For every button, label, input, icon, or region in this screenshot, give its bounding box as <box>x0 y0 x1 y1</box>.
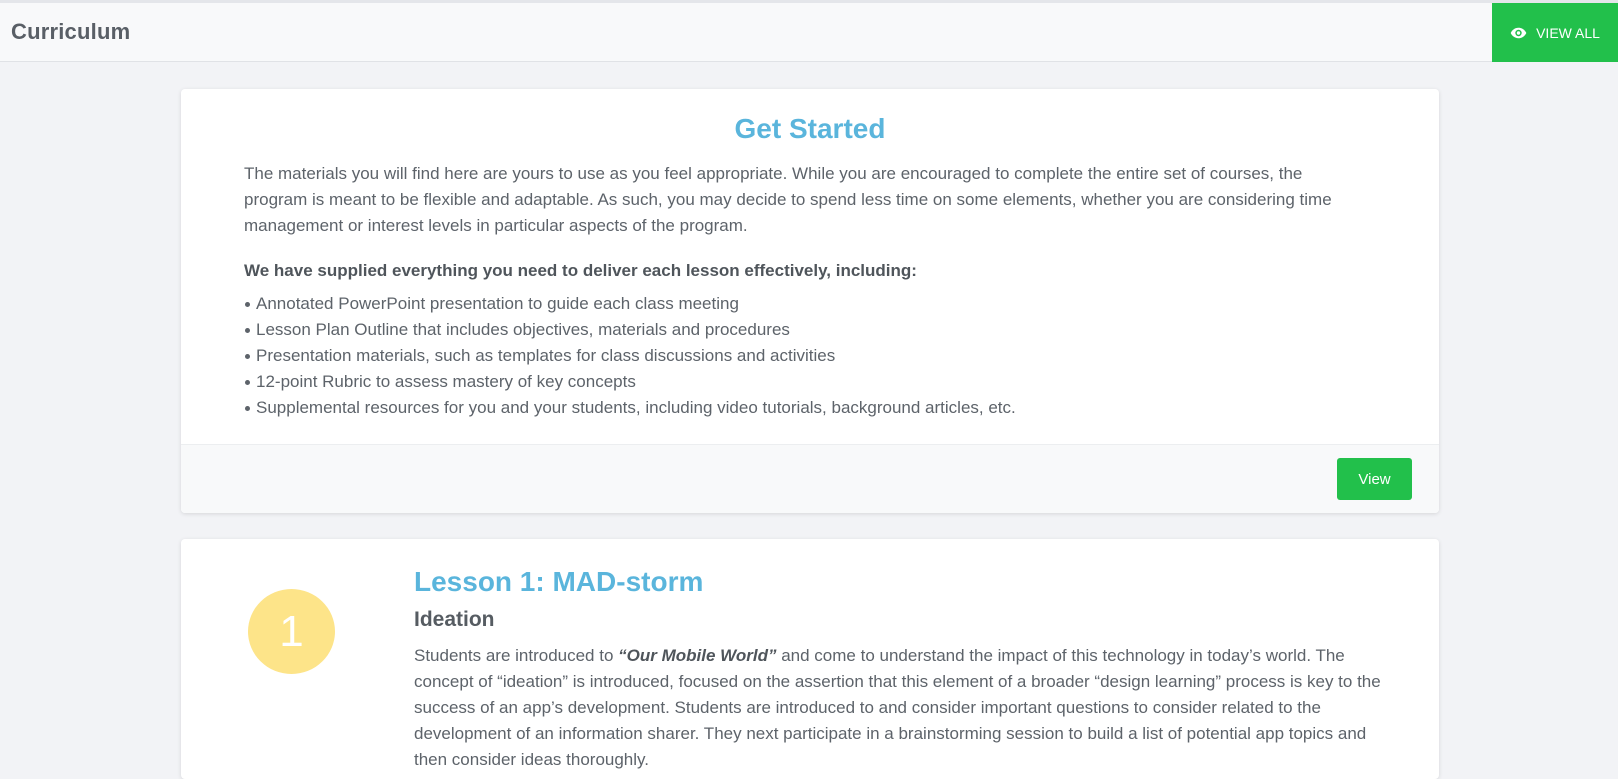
list-item: Annotated PowerPoint presentation to guide each class meeting <box>256 291 1364 317</box>
view-button[interactable]: View <box>1337 458 1412 500</box>
view-all-label: VIEW ALL <box>1536 24 1600 41</box>
eye-icon <box>1510 27 1527 39</box>
lesson-title[interactable]: Lesson 1: MAD-storm <box>414 566 704 597</box>
get-started-title: Get Started <box>734 113 886 144</box>
get-started-footer <box>181 444 1439 513</box>
page-header <box>0 3 1618 62</box>
page-title: Curriculum <box>11 19 131 44</box>
lesson-text-emphasis: “Our Mobile World” <box>618 646 777 665</box>
get-started-intro: The materials you will find here are yours to use as you feel appropriate. While you are encouraged to complete the entire set of courses, the program is meant to be flexible and adaptable. As such, you may decide to spend less time on some elements, whether you are considering time management or interest levels in particular aspects of the program. <box>244 164 1332 235</box>
lesson-text-start: Students are introduced to <box>414 646 619 665</box>
list-item: Supplemental resources for you and your students, including video tutorials, background articles, etc. <box>256 395 1364 421</box>
lesson-1-card <box>181 539 1439 779</box>
lesson-number-badge: 1 <box>248 589 335 674</box>
get-started-body <box>244 161 1364 421</box>
lesson-description <box>414 643 1389 773</box>
lesson-subtitle: Ideation <box>414 608 495 631</box>
list-item: 12-point Rubric to assess mastery of key concepts <box>256 369 1364 395</box>
lesson-1-content <box>414 562 1389 773</box>
lesson-text-rest: and come to understand the impact of this technology in today’s world. The concept of “ideation” is introduced, focused on the assertion that this element of a broader “design learning” process is key to the success of an app’s development. Students are introduced to and consider important questions to consider related to the development of an information sharer. They next participate in a brainstorming session to build a list of potential app topics and then consider ideas thoroughly. <box>414 646 1381 769</box>
get-started-lead: We have supplied everything you need to deliver each lesson effectively, including: <box>244 261 917 280</box>
list-item: Lesson Plan Outline that includes objectives, materials and procedures <box>256 317 1364 343</box>
view-all-button[interactable] <box>1492 3 1618 62</box>
materials-list <box>244 291 1364 421</box>
list-item: Presentation materials, such as templates for class discussions and activities <box>256 343 1364 369</box>
get-started-card <box>181 89 1439 513</box>
